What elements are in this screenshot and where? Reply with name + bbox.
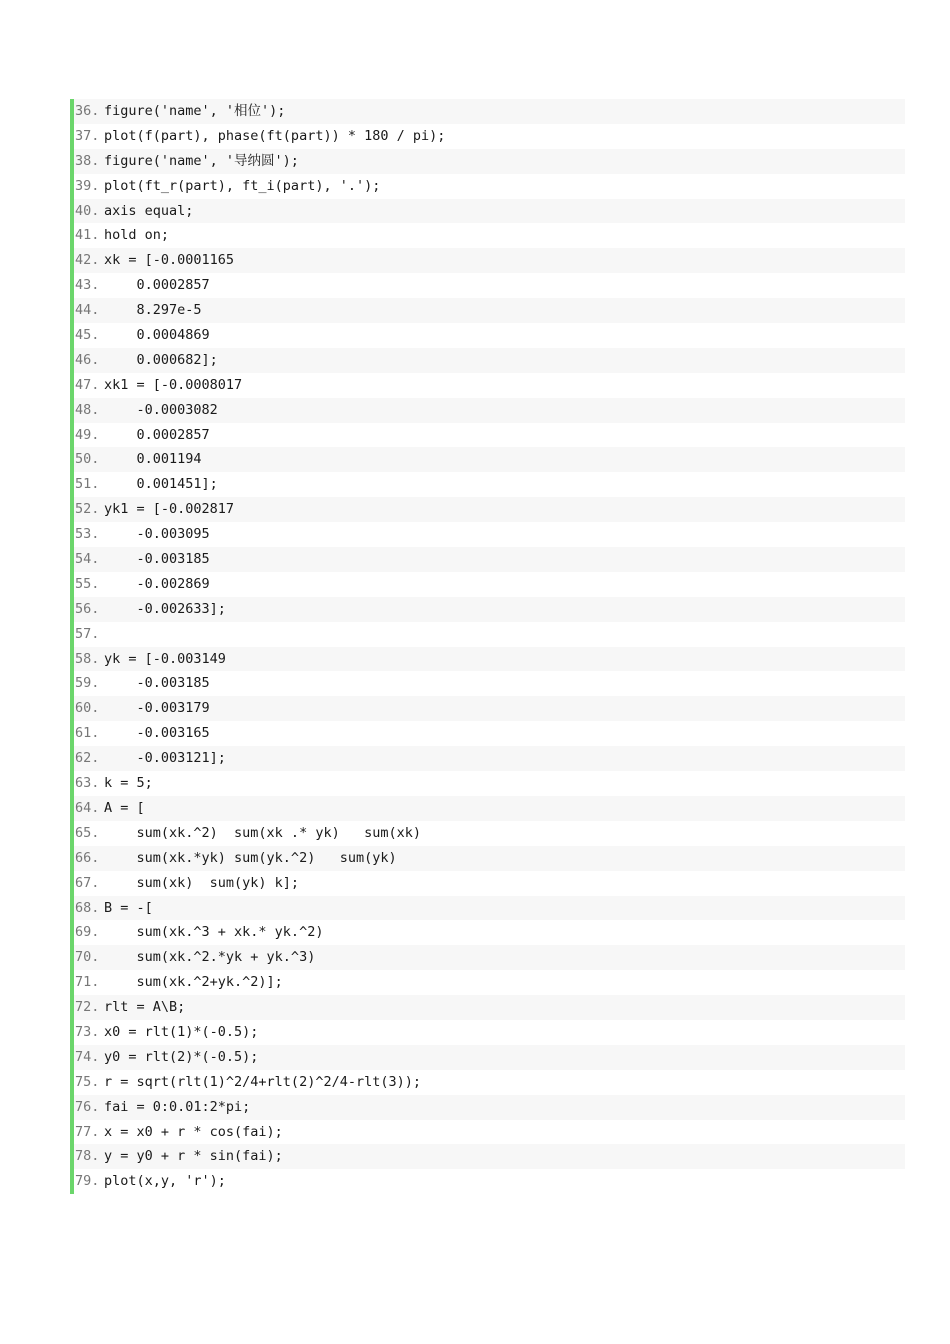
code-text: hold on; (104, 227, 170, 244)
line-number: 59. (75, 675, 100, 692)
code-line (74, 323, 905, 348)
code-text: 8.297e-5 (104, 302, 202, 319)
line-number: 43. (75, 277, 100, 294)
code-text: plot(f(part), phase(ft(part)) * 180 / pi); (104, 127, 446, 144)
line-number: 60. (75, 700, 100, 717)
code-text: -0.003095 (104, 526, 210, 543)
line-number: 58. (75, 650, 100, 667)
code-text: A = [ (104, 799, 145, 816)
code-text: axis equal; (104, 202, 194, 219)
code-line (74, 1144, 905, 1169)
code-text: x0 = rlt(1)*(-0.5); (104, 1023, 259, 1040)
line-number: 64. (75, 799, 100, 816)
line-number: 56. (75, 600, 100, 617)
line-number: 41. (75, 227, 100, 244)
code-text: 0.0002857 (104, 277, 210, 294)
line-number: 39. (75, 177, 100, 194)
code-line (74, 771, 905, 796)
code-text: sum(xk.*yk) sum(yk.^2) sum(yk) (104, 849, 397, 866)
line-number: 46. (75, 351, 100, 368)
code-line (74, 721, 905, 746)
code-line (74, 447, 905, 472)
code-text: sum(xk.^3 + xk.* yk.^2) (104, 924, 324, 941)
line-number: 69. (75, 924, 100, 941)
line-number: 36. (75, 103, 100, 119)
line-number: 73. (75, 1023, 100, 1040)
code-line (74, 597, 905, 622)
code-text: sum(xk.^2) sum(xk .* yk) sum(xk) (104, 824, 421, 841)
code-line (74, 174, 905, 199)
line-number: 65. (75, 824, 100, 841)
code-line (74, 547, 905, 572)
line-number: 52. (75, 501, 100, 518)
code-line (74, 423, 905, 448)
code-text: plot(x,y, 'r'); (104, 1173, 226, 1190)
code-line (74, 671, 905, 696)
code-text: -0.003165 (104, 725, 210, 742)
code-line (74, 223, 905, 248)
code-text: yk1 = [-0.002817 (104, 501, 235, 518)
code-line (74, 647, 905, 672)
line-number: 40. (75, 202, 100, 219)
code-block (70, 99, 905, 1194)
code-text: k = 5; (104, 775, 153, 792)
line-number: 66. (75, 849, 100, 866)
line-number: 74. (75, 1048, 100, 1065)
code-text: figure('name', '导纳圆'); (104, 152, 299, 169)
code-line (74, 871, 905, 896)
code-text: figure('name', '相位'); (104, 103, 286, 119)
code-text: -0.003179 (104, 700, 210, 717)
code-text: rlt = A\B; (104, 999, 186, 1016)
code-line (74, 348, 905, 373)
code-text: -0.0003082 (104, 401, 218, 418)
line-number: 54. (75, 551, 100, 568)
code-text: sum(xk.^2.*yk + yk.^3) (104, 949, 316, 966)
line-number: 51. (75, 476, 100, 493)
line-number: 67. (75, 874, 100, 891)
code-line (74, 248, 905, 273)
line-number: 55. (75, 575, 100, 592)
line-number: 71. (75, 974, 100, 991)
code-line (74, 199, 905, 224)
line-number: 77. (75, 1123, 100, 1140)
code-line (74, 1070, 905, 1095)
code-text: y0 = rlt(2)*(-0.5); (104, 1048, 259, 1065)
code-line (74, 1020, 905, 1045)
code-line (74, 896, 905, 921)
line-number: 44. (75, 302, 100, 319)
line-number: 53. (75, 526, 100, 543)
code-line (74, 99, 905, 124)
line-number: 78. (75, 1148, 100, 1165)
code-line (74, 472, 905, 497)
code-line (74, 995, 905, 1020)
code-text: x = x0 + r * cos(fai); (104, 1123, 283, 1140)
line-number: 42. (75, 252, 100, 269)
code-line (74, 1169, 905, 1194)
code-line (74, 1045, 905, 1070)
line-number: 48. (75, 401, 100, 418)
code-text: -0.003185 (104, 675, 210, 692)
code-line (74, 920, 905, 945)
code-line (74, 522, 905, 547)
code-text: B = -[ (104, 899, 153, 916)
code-text: fai = 0:0.01:2*pi; (104, 1098, 251, 1115)
line-number: 37. (75, 127, 100, 144)
code-text: -0.003185 (104, 551, 210, 568)
code-line (74, 846, 905, 871)
code-line (74, 398, 905, 423)
code-line (74, 696, 905, 721)
code-text: plot(ft_r(part), ft_i(part), '.'); (104, 177, 381, 194)
code-text: 0.001451]; (104, 476, 218, 493)
code-text: -0.002869 (104, 575, 210, 592)
code-text: sum(xk) sum(yk) k]; (104, 874, 300, 891)
line-number: 79. (75, 1173, 100, 1190)
line-number: 68. (75, 899, 100, 916)
line-number: 75. (75, 1073, 100, 1090)
code-line (74, 821, 905, 846)
code-text: -0.002633]; (104, 600, 226, 617)
code-line (74, 796, 905, 821)
line-number: 49. (75, 426, 100, 443)
code-line (74, 746, 905, 771)
line-number: 62. (75, 750, 100, 767)
code-text: -0.003121]; (104, 750, 226, 767)
line-number: 47. (75, 376, 100, 393)
code-line (74, 149, 905, 174)
code-text: sum(xk.^2+yk.^2)]; (104, 974, 283, 991)
line-number: 57. (75, 625, 100, 642)
code-line (74, 622, 905, 647)
line-number: 70. (75, 949, 100, 966)
code-text: xk1 = [-0.0008017 (104, 376, 243, 393)
line-number: 45. (75, 327, 100, 344)
code-line (74, 373, 905, 398)
code-line (74, 497, 905, 522)
code-text: 0.001194 (104, 451, 202, 468)
code-text: r = sqrt(rlt(1)^2/4+rlt(2)^2/4-rlt(3)); (104, 1073, 421, 1090)
code-line (74, 1120, 905, 1145)
code-line (74, 1095, 905, 1120)
line-number: 72. (75, 999, 100, 1016)
code-line (74, 572, 905, 597)
code-text: xk = [-0.0001165 (104, 252, 235, 269)
code-line (74, 273, 905, 298)
code-text: 0.000682]; (104, 351, 218, 368)
code-line (74, 970, 905, 995)
code-text: 0.0004869 (104, 327, 210, 344)
line-number: 61. (75, 725, 100, 742)
code-text: y = y0 + r * sin(fai); (104, 1148, 283, 1165)
code-text: 0.0002857 (104, 426, 210, 443)
line-number: 38. (75, 152, 100, 169)
line-number: 76. (75, 1098, 100, 1115)
line-number: 50. (75, 451, 100, 468)
code-line (74, 124, 905, 149)
code-line (74, 298, 905, 323)
line-number: 63. (75, 775, 100, 792)
code-text: yk = [-0.003149 (104, 650, 226, 667)
code-line (74, 945, 905, 970)
